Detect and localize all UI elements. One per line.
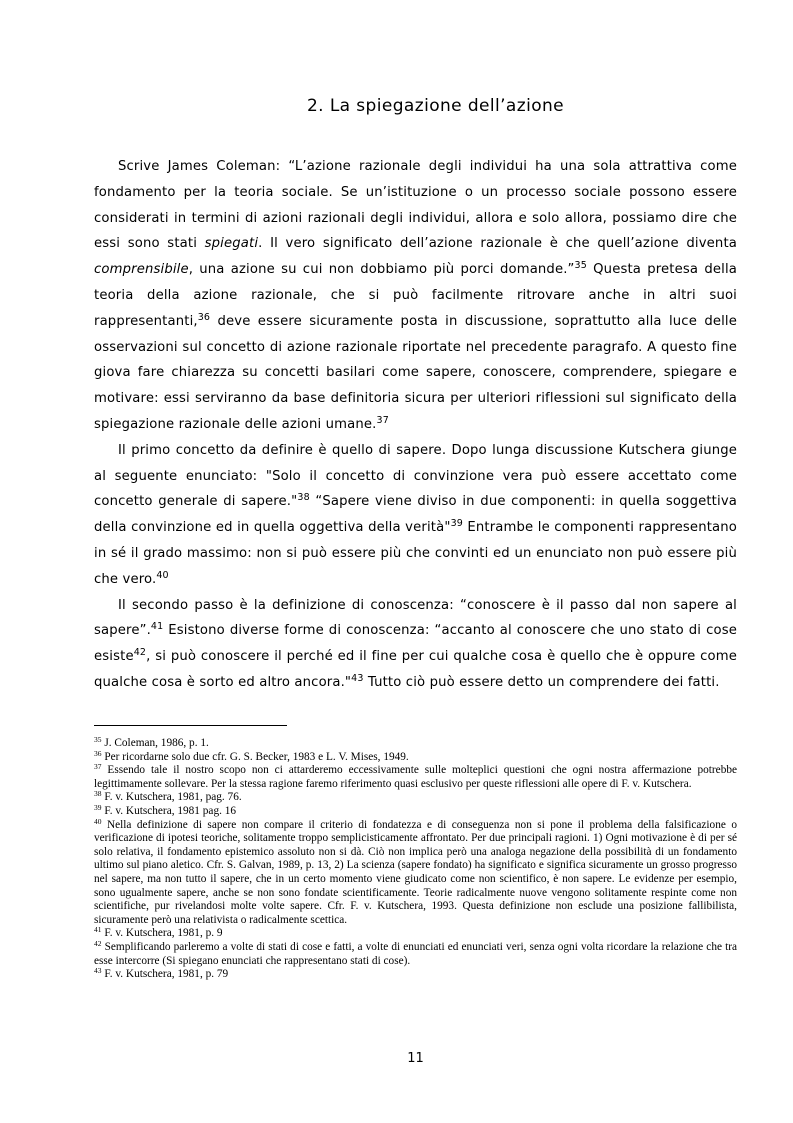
footnote-number: 38 [94,789,102,799]
paragraph-text: deve essere sicuramente posta in discussione, soprattutto alla luce delle osservazioni sul concetto di azione razionale riportate nel precedente paragrafo. A questo fine giova fare chiarezza su concetti basilari come sapere, conoscere, comprendere, spiegare e motivare: essi serviranno da base definitoria sicura per ulteriori riflessioni sul significato della spiegazione razionale delle azioni umane. [94,313,737,432]
paragraph-text: Scrive James Coleman: “L’azione razionale degli individui ha una sola attrattiva come fondamento per la teoria sociale. Se un’istituzione o un processo sociale possono essere considerati in termini di azioni razionali degli individui, allora e solo allora, possiamo dire che essi sono stati [94,159,737,252]
footnote-text: F. v. Kutschera, 1981, p. 79 [104,968,229,981]
emphasis-text: comprensibile [94,262,189,278]
footnote-ref: 37 [376,414,389,426]
footnote-ref: 35 [574,260,587,272]
paragraph-text: Entrambe le componenti rappresentano in sé il grado massimo: non si può essere più che convinti ed un enunciato non può essere più che vero. [94,520,737,587]
footnote-ref: 41 [150,621,164,633]
footnote-text: J. Coleman, 1986, p. 1. [104,737,209,749]
footnote [94,802,737,819]
footnote-text: F. v. Kutschera, 1981 pag. 16 [104,804,237,817]
footnote [94,764,737,791]
footnote-text: Semplificando parleremo a volte di stati di cose e fatti, a volte di enunciati ed enunciati veri, senza ogni volta ricordare la relazione che tra esse intercorre (Si spiegano enunciati che rappresentano stati di cose). [94,940,738,967]
footnote-number: 39 [94,802,102,812]
footnote-number: 36 [94,748,102,758]
paragraph-text: Tutto ciò può essere detto un comprendere dei fatti. [363,674,720,690]
paragraph-text: Il secondo passo è la definizione di conoscenza: “conoscere è il passo dal non sapere al sapere”. [94,597,737,639]
footnote-text: F. v. Kutschera, 1981, pag. 76. [104,791,242,804]
footnote [94,816,737,928]
paragraph-text: , una azione su cui non dobbiamo più porci domande.” [188,262,575,278]
paragraph-text: Questa pretesa della teoria della azione razionale, che si può facilmente ritrovare anche in altri suoi rappresentanti, [94,262,737,329]
document-page [94,0,737,1123]
section-title [94,96,737,116]
paragraph-text: Il primo concetto da definire è quello di sapere. Dopo lunga discussione Kutschera giunge al seguente enunciato: "Solo il concetto di convinzione vera può essere accettato come concetto generale di sapere." [94,442,737,510]
paragraph-text: Esistono diverse forme di conoscenza: “accanto al conoscere che uno stato di cose esiste [94,623,737,665]
body-paragraph [94,593,737,696]
footnote-text: F. v. Kutschera, 1981, p. 9 [104,927,223,940]
footnote-ref: 43 [351,672,364,684]
footnote-number: 37 [94,762,102,772]
footnote-ref: 40 [156,569,169,581]
footnote-text: Essendo tale il nostro scopo non ci attarderemo eccessivamente sulle molteplici questioni che ogni nostra affermazione potrebbe legittimamente sollevare. Per la stessa ragione faremo riferimento quasi esclusivo per queste riflessioni alle opere di F. v. Kutschera. [94,764,738,790]
section-title-text: La spiegazione dell’azione [329,96,565,116]
body-paragraph [94,438,737,593]
paragraph-text: , si può conoscere il perché ed il fine per cui qualche cosa è quello che è oppure come qualche cosa è sorto ed altro ancora." [94,649,737,690]
paragraph-text: “Sapere viene diviso in due componenti: in quella soggettiva della convinzione ed in quella oggettiva della verità" [94,494,738,536]
section-number: 2. [306,96,324,116]
page-number: 11 [407,1051,424,1066]
footnote-number: 42 [94,938,102,948]
footnote-number: 43 [94,966,102,976]
footnote-ref: 36 [197,311,211,323]
footnote-text: Per ricordarne solo due cfr. G. S. Becker, 1983 e L. V. Mises, 1949. [104,750,409,763]
paragraph-text: . Il vero significato dell’azione razionale è che quell’azione diventa [258,236,737,252]
footnote-separator [94,725,287,726]
footnote-text: Nella definizione di sapere non compare il criterio di fondatezza e di conseguenza non si pone il problema della falsificazione o verificazione di ipotesi teoriche, solitamente troppo semplicisticamente affrontato. Per due principali ragioni. 1) Ogni motivazione è di per sé solo relativa, il fondamento epistemico assoluto non si dà. Ciò non implica però una analoga negazione della possibilità di un fondamento ultimo sul piano aletico. Cfr. S. Galvan, 1989, p. 13, 2) La scienza (sapere fondato) ha significato e significa sicuramente un grosso progresso nel sapere, ma non tutto il sapere, che in un certo momento viene giudicato come non scientifico, è non sapere. Le evidenze per esempio, sono ugualmente sapere, anche se non sono fondate scientificamente. Teorie radicalmente nuove vengono solitamente respinte come non scientifiche, pur rivelandosi molte volte sapere. Cfr. F. v. Kutschera, 1993. Questa definizione non esclude una posizione fallibilista, sicuramente però una relativista o radicalmente scettica. [94,818,737,926]
body-paragraph [94,154,737,438]
footnote [94,938,738,968]
footnote [94,968,737,982]
footnote [94,927,737,941]
footnote-ref: 39 [450,518,463,530]
footnote-ref: 42 [133,647,147,659]
footnote [94,737,737,751]
footnote-ref: 38 [297,492,310,504]
footnotes [94,737,737,982]
footnote [94,791,737,805]
footnote-number: 41 [94,925,102,935]
footnote-number: 35 [94,735,102,744]
body-text [94,154,737,696]
footnote-number: 40 [94,816,102,826]
footnote [94,748,737,765]
emphasis-text: spiegati [204,236,259,252]
